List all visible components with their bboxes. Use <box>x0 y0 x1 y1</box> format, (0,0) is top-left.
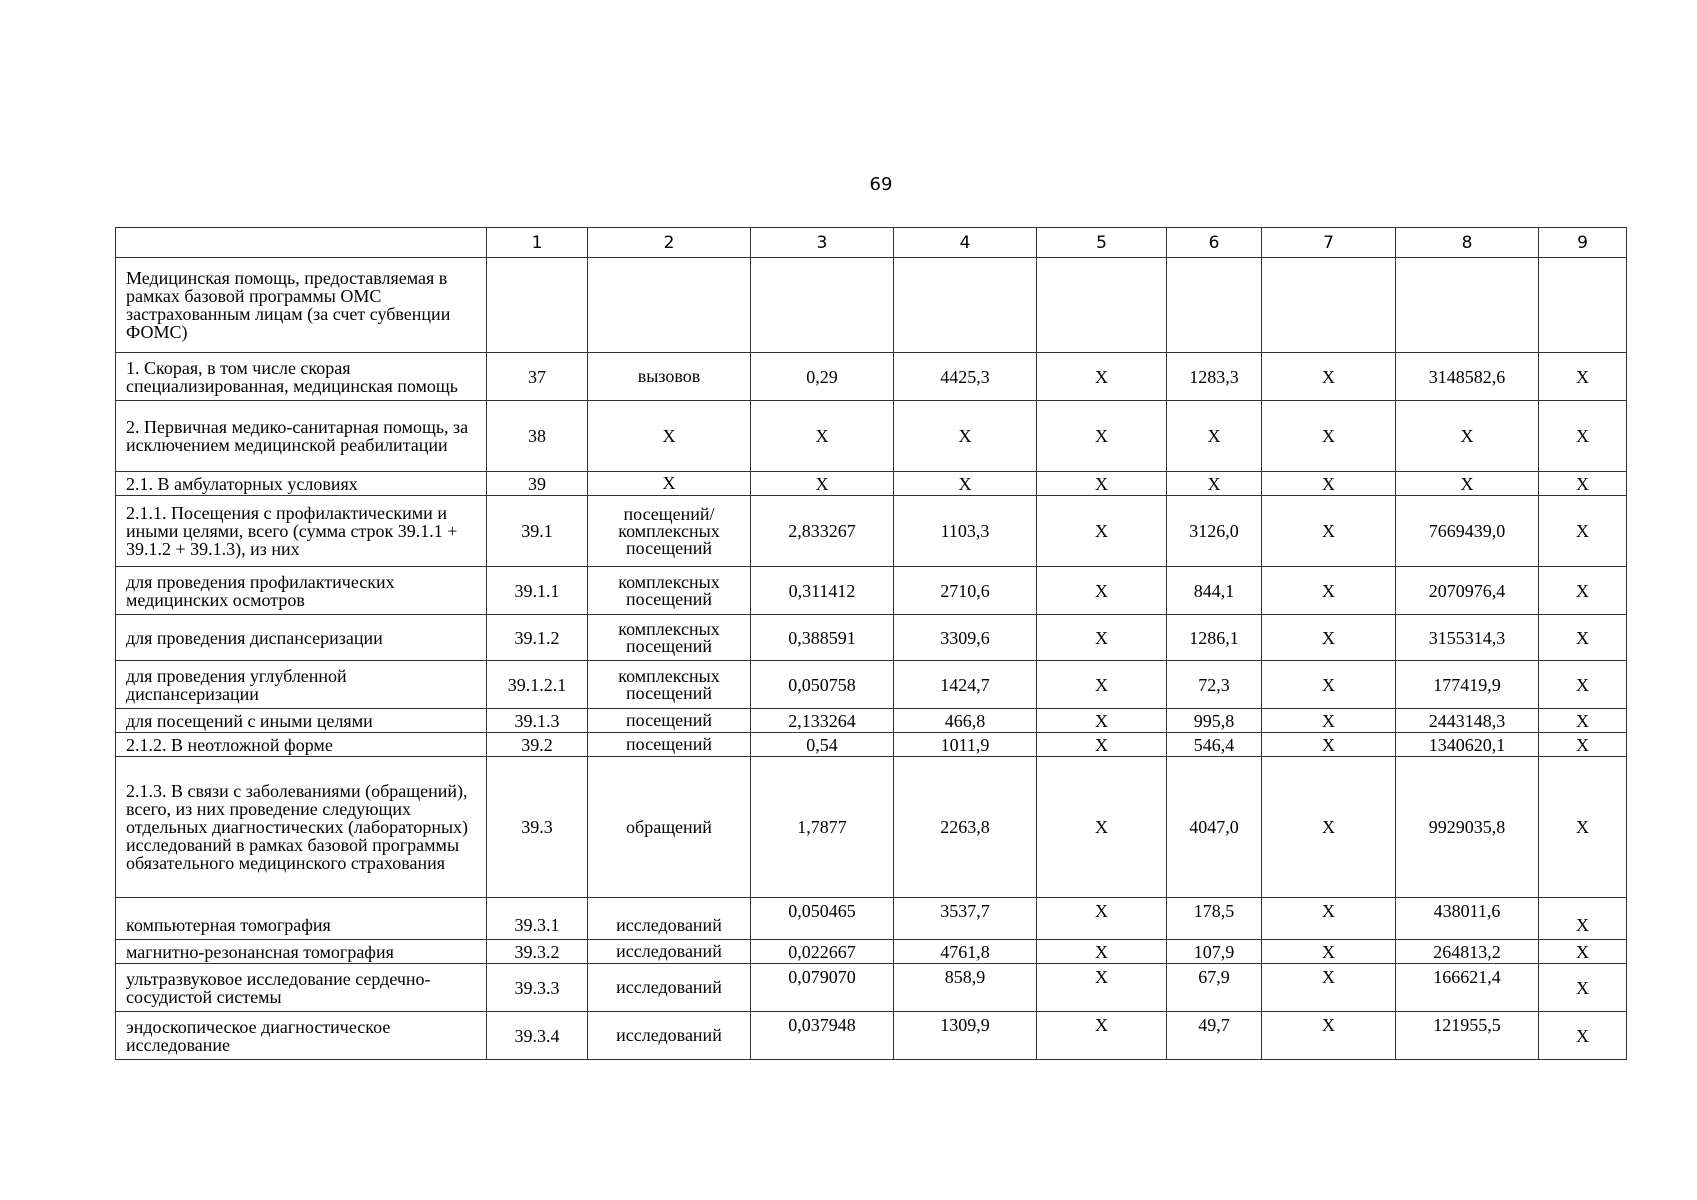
table-row <box>116 709 1627 733</box>
cell-col6: 995,8 <box>1167 709 1262 733</box>
cell-col5: Х <box>1037 401 1167 472</box>
table-row <box>116 940 1627 964</box>
cell-col8: 7669439,0 <box>1396 496 1539 567</box>
cell-col7: Х <box>1262 661 1396 709</box>
cell-col6: 1286,1 <box>1167 615 1262 661</box>
cell-col3: Х <box>751 472 894 496</box>
cell-col8: 2070976,4 <box>1396 567 1539 615</box>
cell-col8: 177419,9 <box>1396 661 1539 709</box>
cell-col8: 1340620,1 <box>1396 733 1539 757</box>
cell-row-number: 39.2 <box>487 733 588 757</box>
cell-col3: 1,7877 <box>751 757 894 898</box>
row-label: 2.1.2. В неотложной форме <box>116 733 487 757</box>
cell-unit: обращений <box>588 757 751 898</box>
cell-row-number: 39.1.2.1 <box>487 661 588 709</box>
data-table <box>115 227 1627 1060</box>
row-label: компьютерная томография <box>116 898 487 940</box>
cell-col6: 49,7 <box>1167 1012 1262 1060</box>
cell-unit: комплексных посещений <box>588 567 751 615</box>
cell-col7: Х <box>1262 353 1396 401</box>
cell-row-number: 38 <box>487 401 588 472</box>
cell-col6 <box>1167 258 1262 353</box>
cell-col7: Х <box>1262 940 1396 964</box>
cell-col3: 0,29 <box>751 353 894 401</box>
cell-col7: Х <box>1262 1012 1396 1060</box>
cell-col9: Х <box>1539 709 1627 733</box>
column-header: 2 <box>588 228 751 258</box>
row-label: 2.1. В амбулаторных условиях <box>116 472 487 496</box>
cell-unit: исследований <box>588 964 751 1012</box>
table-row <box>116 964 1627 1012</box>
cell-row-number: 39.1.3 <box>487 709 588 733</box>
cell-col7: Х <box>1262 567 1396 615</box>
cell-col6: 844,1 <box>1167 567 1262 615</box>
cell-col4: 4425,3 <box>894 353 1037 401</box>
cell-row-number: 39.3.4 <box>487 1012 588 1060</box>
cell-unit: комплексных посещений <box>588 615 751 661</box>
cell-unit <box>588 258 751 353</box>
cell-col3: 0,311412 <box>751 567 894 615</box>
cell-col7: Х <box>1262 401 1396 472</box>
cell-col4: 2710,6 <box>894 567 1037 615</box>
cell-col9: Х <box>1539 1012 1627 1060</box>
cell-col8: 9929035,8 <box>1396 757 1539 898</box>
cell-col7: Х <box>1262 898 1396 940</box>
cell-col9: Х <box>1539 496 1627 567</box>
cell-col3: Х <box>751 401 894 472</box>
cell-col5: Х <box>1037 472 1167 496</box>
row-label: для посещений с иными целями <box>116 709 487 733</box>
column-header: 9 <box>1539 228 1627 258</box>
cell-col4: 2263,8 <box>894 757 1037 898</box>
cell-col5: Х <box>1037 709 1167 733</box>
row-label: для проведения углубленной диспансеризации <box>116 661 487 709</box>
cell-row-number: 39.1.2 <box>487 615 588 661</box>
table-row <box>116 615 1627 661</box>
cell-unit: исследований <box>588 1012 751 1060</box>
table-row <box>116 472 1627 496</box>
cell-col5: Х <box>1037 940 1167 964</box>
row-label: 2.1.3. В связи с заболеваниями (обращений), всего, из них проведение следующих отдельных диагностических (лабораторных) исследований в рамках базовой программы обязательного медицинского страхования <box>116 757 487 898</box>
cell-col5: Х <box>1037 353 1167 401</box>
cell-col9: Х <box>1539 567 1627 615</box>
cell-col5: Х <box>1037 496 1167 567</box>
row-label: для проведения диспансеризации <box>116 615 487 661</box>
cell-unit: вызовов <box>588 353 751 401</box>
row-label: 2.1.1. Посещения с профилактическими и иными целями, всего (сумма строк 39.1.1 + 39.1.2 + 39.1.3), из них <box>116 496 487 567</box>
column-header: 1 <box>487 228 588 258</box>
table-row <box>116 757 1627 898</box>
cell-col6: 1283,3 <box>1167 353 1262 401</box>
cell-col9: Х <box>1539 472 1627 496</box>
cell-col7: Х <box>1262 615 1396 661</box>
table-row <box>116 353 1627 401</box>
cell-unit: посещений <box>588 733 751 757</box>
cell-row-number: 39.1.1 <box>487 567 588 615</box>
cell-col4: 3537,7 <box>894 898 1037 940</box>
cell-row-number: 39 <box>487 472 588 496</box>
cell-col4: 1424,7 <box>894 661 1037 709</box>
cell-col9: Х <box>1539 661 1627 709</box>
row-label: 1. Скорая, в том числе скорая специализированная, медицинская помощь <box>116 353 487 401</box>
cell-col4: 466,8 <box>894 709 1037 733</box>
cell-col8 <box>1396 258 1539 353</box>
cell-col3 <box>751 258 894 353</box>
column-header: 6 <box>1167 228 1262 258</box>
cell-row-number: 39.1 <box>487 496 588 567</box>
cell-col3: 0,050465 <box>751 898 894 940</box>
cell-unit: посещений <box>588 709 751 733</box>
cell-col4: 4761,8 <box>894 940 1037 964</box>
row-label: 2. Первичная медико-санитарная помощь, за исключением медицинской реабилитации <box>116 401 487 472</box>
cell-col9: Х <box>1539 733 1627 757</box>
cell-col8: 121955,5 <box>1396 1012 1539 1060</box>
cell-col8: 438011,6 <box>1396 898 1539 940</box>
table-row <box>116 898 1627 940</box>
cell-col8: 3148582,6 <box>1396 353 1539 401</box>
row-label: ультразвуковое исследование сердечно-сосудистой системы <box>116 964 487 1012</box>
cell-col6: 546,4 <box>1167 733 1262 757</box>
column-header: 3 <box>751 228 894 258</box>
cell-col7 <box>1262 258 1396 353</box>
cell-row-number <box>487 258 588 353</box>
cell-col6: 3126,0 <box>1167 496 1262 567</box>
cell-col9: Х <box>1539 401 1627 472</box>
cell-col8: Х <box>1396 472 1539 496</box>
cell-col7: Х <box>1262 472 1396 496</box>
cell-col7: Х <box>1262 496 1396 567</box>
cell-col6: 107,9 <box>1167 940 1262 964</box>
column-header: 8 <box>1396 228 1539 258</box>
cell-unit: посещений/комплексных посещений <box>588 496 751 567</box>
cell-col9: Х <box>1539 353 1627 401</box>
cell-col9: Х <box>1539 615 1627 661</box>
table-header-row <box>116 228 1627 258</box>
cell-col3: 0,037948 <box>751 1012 894 1060</box>
cell-col4: 3309,6 <box>894 615 1037 661</box>
row-label: эндоскопическое диагностическое исследование <box>116 1012 487 1060</box>
column-header <box>116 228 487 258</box>
cell-col7: Х <box>1262 964 1396 1012</box>
cell-col4: 1103,3 <box>894 496 1037 567</box>
cell-col4: Х <box>894 401 1037 472</box>
column-header: 5 <box>1037 228 1167 258</box>
cell-col5 <box>1037 258 1167 353</box>
table-row <box>116 567 1627 615</box>
cell-col9: Х <box>1539 898 1627 940</box>
row-label: для проведения профилактических медицинских осмотров <box>116 567 487 615</box>
cell-col6: 72,3 <box>1167 661 1262 709</box>
cell-col3: 0,54 <box>751 733 894 757</box>
cell-col4 <box>894 258 1037 353</box>
cell-col9: Х <box>1539 940 1627 964</box>
cell-row-number: 39.3.3 <box>487 964 588 1012</box>
cell-col5: Х <box>1037 615 1167 661</box>
table-row <box>116 401 1627 472</box>
table-row <box>116 1012 1627 1060</box>
column-header: 7 <box>1262 228 1396 258</box>
cell-col6: Х <box>1167 401 1262 472</box>
cell-col7: Х <box>1262 709 1396 733</box>
cell-col3: 0,050758 <box>751 661 894 709</box>
cell-col9 <box>1539 258 1627 353</box>
cell-col8: 3155314,3 <box>1396 615 1539 661</box>
cell-col5: Х <box>1037 898 1167 940</box>
cell-col3: 0,022667 <box>751 940 894 964</box>
cell-unit: Х <box>588 472 751 496</box>
cell-col5: Х <box>1037 1012 1167 1060</box>
cell-col3: 2,133264 <box>751 709 894 733</box>
table-row <box>116 733 1627 757</box>
cell-col4: 1011,9 <box>894 733 1037 757</box>
cell-col8: 264813,2 <box>1396 940 1539 964</box>
cell-col4: 858,9 <box>894 964 1037 1012</box>
cell-col3: 2,833267 <box>751 496 894 567</box>
row-label: Медицинская помощь, предоставляемая в рамках базовой программы ОМС застрахованным лицам (за счет субвенции ФОМС) <box>116 258 487 353</box>
cell-col5: Х <box>1037 757 1167 898</box>
cell-col5: Х <box>1037 661 1167 709</box>
cell-col6: Х <box>1167 472 1262 496</box>
cell-row-number: 37 <box>487 353 588 401</box>
page-number: 69 <box>869 174 893 195</box>
cell-row-number: 39.3.2 <box>487 940 588 964</box>
cell-col6: 4047,0 <box>1167 757 1262 898</box>
cell-col8: Х <box>1396 401 1539 472</box>
cell-col6: 67,9 <box>1167 964 1262 1012</box>
cell-col8: 166621,4 <box>1396 964 1539 1012</box>
cell-col3: 0,388591 <box>751 615 894 661</box>
cell-col4: 1309,9 <box>894 1012 1037 1060</box>
cell-unit: Х <box>588 401 751 472</box>
cell-unit: исследований <box>588 898 751 940</box>
column-header: 4 <box>894 228 1037 258</box>
cell-col5: Х <box>1037 964 1167 1012</box>
row-label: магнитно-резонансная томография <box>116 940 487 964</box>
table-row <box>116 661 1627 709</box>
cell-col4: Х <box>894 472 1037 496</box>
cell-col9: Х <box>1539 964 1627 1012</box>
cell-row-number: 39.3.1 <box>487 898 588 940</box>
cell-col7: Х <box>1262 757 1396 898</box>
table-row <box>116 258 1627 353</box>
cell-col8: 2443148,3 <box>1396 709 1539 733</box>
cell-col5: Х <box>1037 733 1167 757</box>
cell-col3: 0,079070 <box>751 964 894 1012</box>
cell-col6: 178,5 <box>1167 898 1262 940</box>
cell-col5: Х <box>1037 567 1167 615</box>
cell-col9: Х <box>1539 757 1627 898</box>
cell-unit: исследований <box>588 940 751 964</box>
table-row <box>116 496 1627 567</box>
cell-unit: комплексных посещений <box>588 661 751 709</box>
cell-row-number: 39.3 <box>487 757 588 898</box>
cell-col7: Х <box>1262 733 1396 757</box>
